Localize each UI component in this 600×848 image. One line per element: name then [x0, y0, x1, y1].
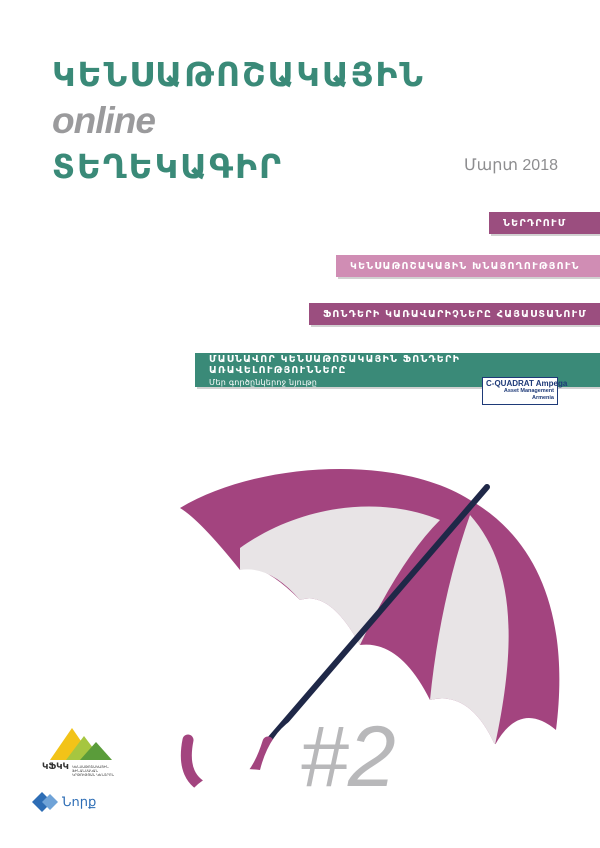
title-line-3: ՏԵՂԵԿԱԳԻՐ: [52, 147, 283, 186]
partner-logo-line3: Armenia: [531, 395, 554, 401]
kfkk-logo-subtitle: ԿԵՆՍԱԹՈՇԱԿԱՅԻՆ ՖԻՆԱՆՍԱԿԱՆ ԿՐԹՈՒԹՅԱՆ ԿԵՆՏՐՈՆ: [72, 765, 115, 777]
issue-date: Մարտ 2018: [463, 157, 558, 174]
nork-logo-icon: [30, 790, 130, 814]
title-line-1: ԿԵՆՍԱԹՈՇԱԿԱՅԻՆ: [52, 55, 425, 94]
menu-item-label: ՄԱՍՆԱՎՈՐ ԿԵՆՍԱԹՈՇԱԿԱՅԻՆ ՖՈՆԴԵՐԻ ԱՌԱՎԵԼՈՒԹՅՈՒՆՆԵՐԸ: [209, 353, 461, 376]
menu-item-sublabel: Մեր գործընկերոջ նյութը: [209, 377, 318, 387]
issue-number: #2: [300, 709, 396, 805]
partner-logo-brand: C-QUADRAT Ampega: [486, 379, 568, 388]
nork-logo-label: Նորք: [62, 794, 97, 809]
menu-item-label: ՆԵՐԴՐՈՒՄ: [503, 217, 567, 229]
kfkk-logo-label: ԿՖԿԿ: [42, 762, 69, 772]
partner-logo-line2: Asset Management: [503, 388, 554, 394]
menu-item-label: ՖՈՆԴԵՐԻ ԿԱՌԱՎԱՐԻՉՆԵՐԸ ՀԱՅԱՍՏԱՆՈՒՄ: [323, 308, 588, 320]
title-line-2: online: [52, 100, 155, 141]
menu-item-label: ԿԵՆՍԱԹՈՇԱԿԱՅԻՆ ԽՆԱՅՈՂՈՒԹՅՈՒՆ: [350, 260, 580, 272]
